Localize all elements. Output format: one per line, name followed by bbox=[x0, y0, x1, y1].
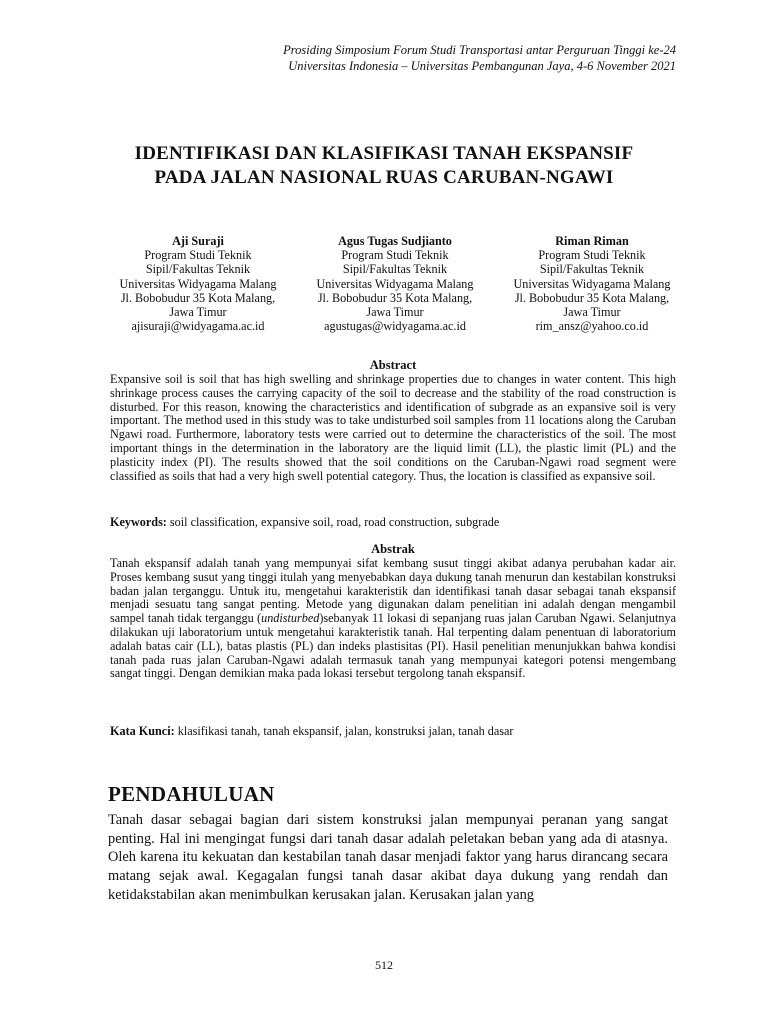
author-list bbox=[100, 234, 690, 333]
author-department: Program Studi Teknik bbox=[341, 248, 449, 263]
author-block bbox=[100, 234, 296, 333]
author-address: Jl. Bobobudur 35 Kota Malang, bbox=[514, 290, 670, 305]
author-faculty: Sipil/Fakultas Teknik bbox=[145, 262, 251, 277]
abstrak-text-part-1: Tanah ekspansif adalah tanah yang mempunyai sifat kembang susut tinggi akibat adanya perubahan kadar air. Proses kembang susut yang tinggi itulah yang menyebabkan daya dukung tanah menurun dan kestabilan konstruksi badan jalan terganggu. Untuk itu, mengetahui karakteristik dan identifikasi tanah dasar sebagai tanah ekspansif menjadi sesuatu tang sangat penting. Metode yang digunakan dalam penelitian ini adalah dengan mengambil sampel tanah tidak terganggu ( bbox=[110, 556, 676, 626]
kata-kunci-label: Kata Kunci: bbox=[110, 724, 175, 738]
kata-kunci-text: klasifikasi tanah, tanah ekspansif, jalan, konstruksi jalan, tanah dasar bbox=[174, 724, 514, 738]
author-email: rim_ansz@yahoo.co.id bbox=[535, 319, 649, 334]
paper-title-line-1: IDENTIFIKASI DAN KLASIFIKASI TANAH EKSPANSIF bbox=[134, 143, 634, 164]
author-email: ajisuraji@widyagama.ac.id bbox=[131, 319, 265, 334]
running-header-line-1: Prosiding Simposium Forum Studi Transportasi antar Perguruan Tinggi ke-24 bbox=[283, 43, 676, 57]
paper-title-line-2: PADA JALAN NASIONAL RUAS CARUBAN-NGAWI bbox=[154, 167, 614, 188]
author-block bbox=[494, 234, 690, 333]
abstract-heading: Abstract bbox=[369, 358, 417, 372]
introduction-paragraph: Tanah dasar sebagai bagian dari sistem konstruksi jalan mempunyai peranan yang sangat penting. Hal ini mengingat fungsi dari tanah dasar adalah peletakan beban yang ada di atasnya. Oleh karena itu kekuatan dan kestabilan tanah dasar menjadi faktor yang harus dirancang secara matang sejak awal. Kegagalan fungsi tanah dasar akibat daya dukung yang rendah dan ketidakstabilan akan menimbulkan kerusakan jalan. Kerusakan jalan yang bbox=[108, 812, 668, 903]
abstract-english bbox=[110, 358, 676, 483]
author-department: Program Studi Teknik bbox=[538, 248, 646, 263]
author-region: Jawa Timur bbox=[563, 305, 621, 320]
running-header bbox=[96, 42, 676, 74]
keywords-indonesian bbox=[110, 724, 676, 738]
abstract-text: Expansive soil is soil that has high swelling and shrinkage properties due to changes in water content. This high shrinkage process causes the carrying capacity of the soil to decrease and the stability of the road construction is disturbed. For this reason, knowing the characteristics and identification of subgrade as an expansive soil is very important. The method used in this study was to take undisturbed soil samples from 11 locations along the Caruban Ngawi road. Furthermore, laboratory tests were carried out to determine the characteristics of the soil. The most important things in the determination in the laboratory are the liquid limit (LL), the plastic limit (PL) and the plasticity index (PI). The results showed that the soil conditions on the Caruban-Ngawi road segment were classified as soils that had a very high swell potential category. Thus, the location is classified as expansive soil. bbox=[110, 372, 676, 483]
abstrak-heading: Abstrak bbox=[371, 542, 415, 556]
author-email: agustugas@widyagama.ac.id bbox=[324, 319, 466, 334]
author-address: Jl. Bobobudur 35 Kota Malang, bbox=[120, 290, 276, 305]
keywords-label: Keywords: bbox=[110, 515, 167, 529]
author-university: Universitas Widyagama Malang bbox=[119, 276, 277, 291]
author-name: Aji Suraji bbox=[172, 234, 224, 248]
author-region: Jawa Timur bbox=[169, 305, 227, 320]
author-university: Universitas Widyagama Malang bbox=[316, 276, 474, 291]
section-heading-pendahuluan: PENDAHULUAN bbox=[108, 782, 275, 806]
running-header-line-2: Universitas Indonesia – Universitas Pembangunan Jaya, 4-6 November 2021 bbox=[288, 59, 676, 73]
author-address: Jl. Bobobudur 35 Kota Malang, bbox=[317, 290, 473, 305]
author-department: Program Studi Teknik bbox=[144, 248, 252, 263]
abstract-indonesian bbox=[110, 542, 676, 681]
author-name: Agus Tugas Sudjianto bbox=[338, 234, 452, 248]
author-faculty: Sipil/Fakultas Teknik bbox=[539, 262, 645, 277]
introduction-body bbox=[108, 811, 668, 905]
author-university: Universitas Widyagama Malang bbox=[513, 276, 671, 291]
keywords-text: soil classification, expansive soil, road, road construction, subgrade bbox=[166, 515, 500, 529]
keywords-english bbox=[110, 515, 676, 529]
author-name: Riman Riman bbox=[555, 234, 629, 248]
page-number: 512 bbox=[375, 958, 393, 972]
author-block bbox=[297, 234, 493, 333]
author-faculty: Sipil/Fakultas Teknik bbox=[342, 262, 448, 277]
paper-title bbox=[80, 142, 688, 190]
abstrak-text-italic: undisturbed bbox=[261, 611, 320, 626]
abstrak-text bbox=[110, 557, 676, 681]
abstrak-text-part-2: )sebanyak 11 lokasi di sepanjang ruas jalan Caruban Ngawi. Selanjutnya dilakukan uji laboratorium untuk mengetahui karakteristik tanah. Hal terpenting dalam penentuan di laboratorium adalah batas cair (LL), batas plastis (PL) dan indeks plastisitas (PI). Hasil penelitian menunjukkan bahwa kondisi tanah pada ruas jalan Caruban-Ngawi adalah termasuk tanah yang mempunyai kategori potensi mengembang sangat tinggi. Dengan demikian maka pada lokasi tersebut tergolong tanah ekspansif. bbox=[110, 611, 676, 681]
author-region: Jawa Timur bbox=[366, 305, 424, 320]
